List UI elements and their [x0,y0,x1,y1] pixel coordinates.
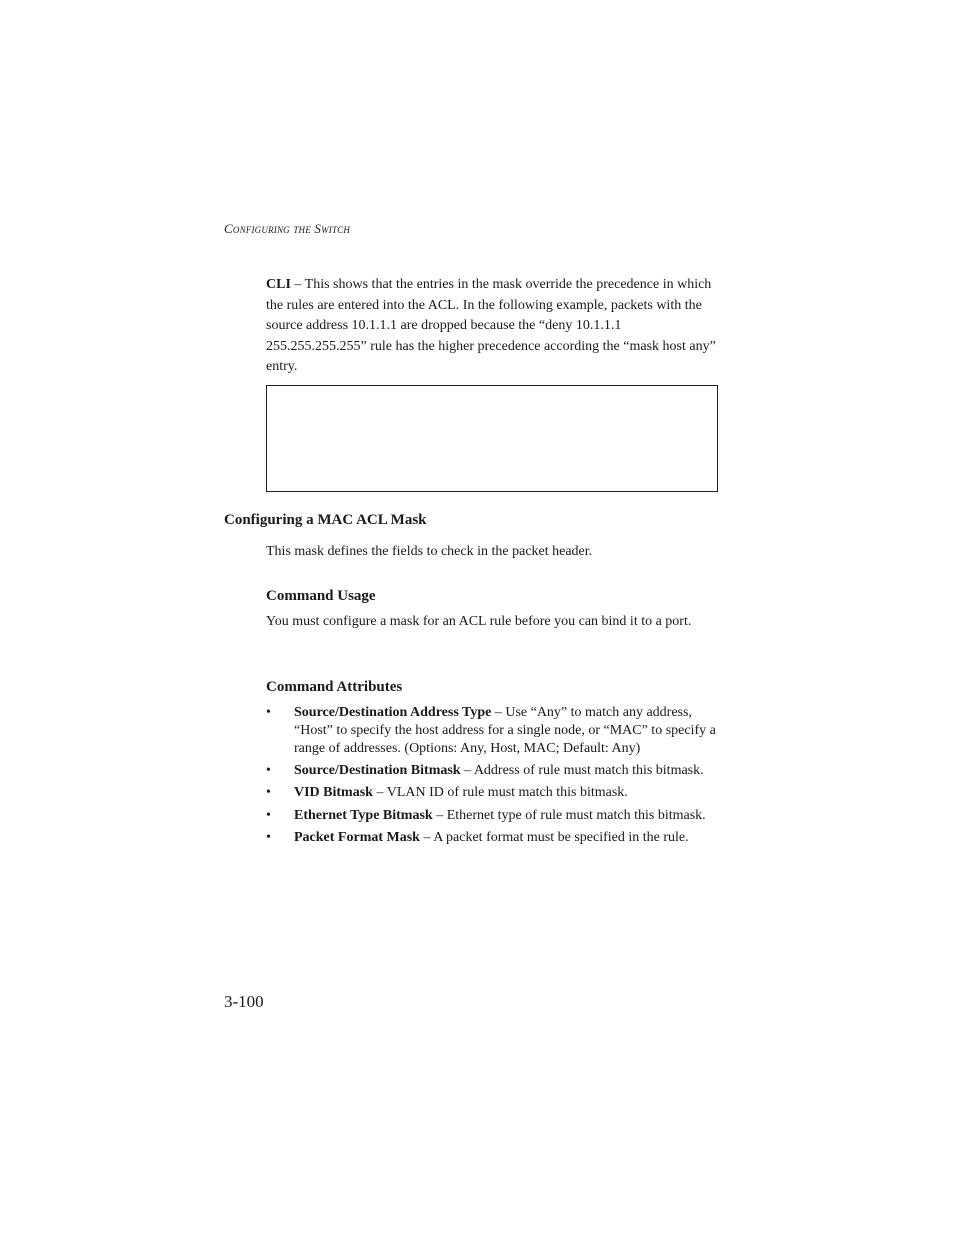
intro-text: This mask defines the fields to check in the packet header. [266,544,593,559]
cli-paragraph [266,275,718,378]
list-item [266,762,726,780]
list-item [266,807,726,825]
attribute-description: – VLAN ID of rule must match this bitmask. [372,785,628,801]
attribute-term: Ethernet Type Bitmask [294,807,433,823]
bullet-icon: • [266,785,271,801]
command-usage-text: You must configure a mask for an ACL rule before you can bind it to a port. [266,614,692,629]
attribute-term: Source/Destination Address Type [294,705,492,720]
cli-text: – This shows that the entries in the mask override the precedence in which the rules are entered into the ACL. In the following example, packets with the source address 10.1.1.1 are dropped because the “deny 10.1.1.1 255.255.255.255” rule has the higher precedence according the “mask host any” entry. [266,277,716,374]
bullet-icon: • [266,830,271,846]
cli-label: CLI [266,277,291,292]
list-item [266,704,726,757]
command-attributes-list [266,704,726,852]
attribute-description: – Ethernet type of rule must match this bitmask. [432,807,706,823]
section-heading: Configuring a MAC ACL Mask [224,512,427,528]
bullet-icon: • [266,807,271,823]
attribute-term: VID Bitmask [294,785,373,801]
attribute-description: – A packet format must be specified in the rule. [419,830,689,846]
attribute-term: Packet Format Mask [294,830,420,846]
bullet-icon: • [266,762,271,778]
command-usage-heading: Command Usage [266,588,376,604]
list-item [266,784,726,802]
cli-example-box [266,385,718,492]
running-header: Configuring the Switch [224,221,351,236]
command-attributes-heading: Command Attributes [266,679,403,695]
page-number: 3-100 [224,992,264,1011]
bullet-icon: • [266,705,271,720]
attribute-description: – Address of rule must match this bitmask. [460,762,704,778]
list-item [266,829,726,847]
attribute-description: – Use “Any” to match any address, “Host” to specify the host address for a single node, or “MAC” to specify a range of addresses. (Options: Any, Host, MAC; Default: Any) [294,705,716,756]
attribute-term: Source/Destination Bitmask [294,762,461,778]
